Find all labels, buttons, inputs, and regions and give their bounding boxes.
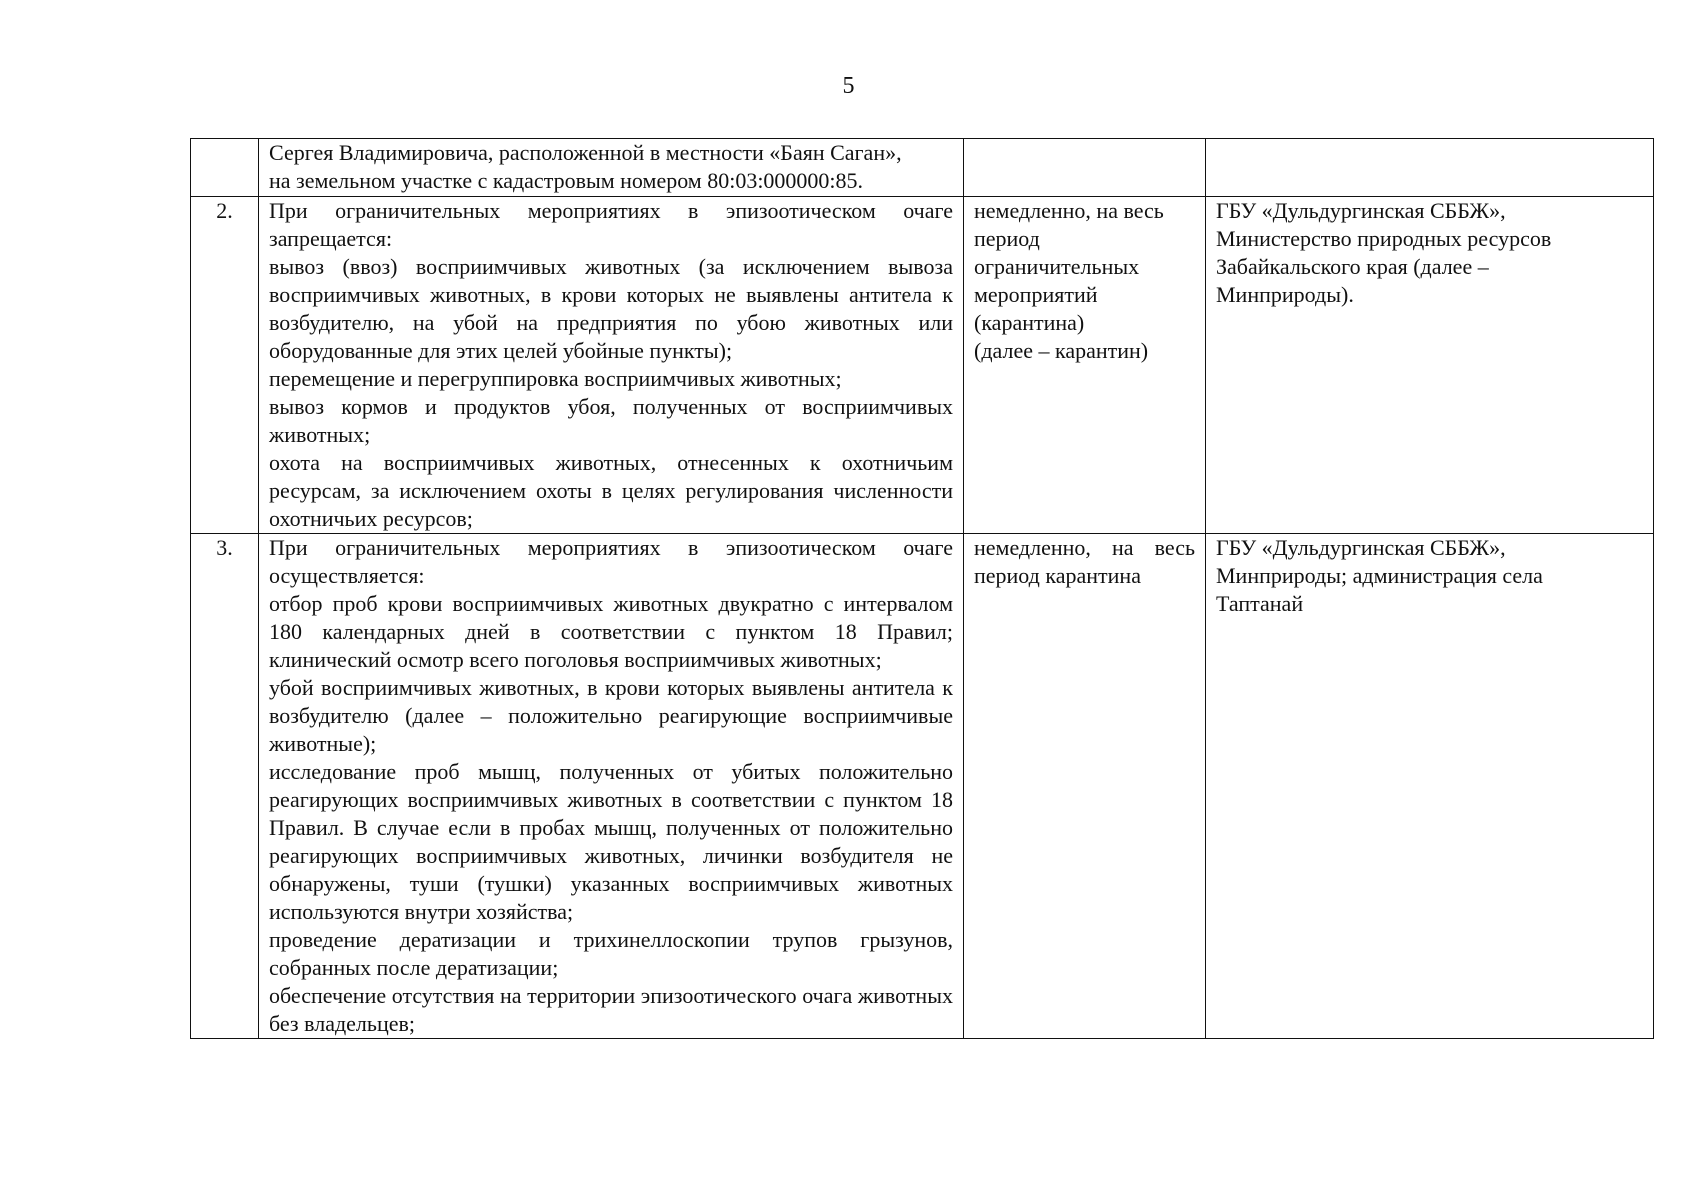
term-line: ограничительных: [974, 254, 1140, 279]
action-line: охота на восприимчивых животных, отнесенных к охотничьим ресурсам, за исключением охоты в целях регулирования численности охотничьих ресурсов;: [269, 450, 953, 531]
table-row: [191, 534, 1654, 1039]
action-cell: [259, 534, 964, 1039]
action-line: отбор проб крови восприимчивых животных двукратно с интервалом 180 календарных дней в соответствии с пунктом 18 Правил; клинический осмотр всего поголовья восприимчивых животных;: [269, 591, 953, 672]
action-line: на земельном участке с кадастровым номером 80:03:000000:85.: [269, 168, 864, 193]
term-cell: [964, 197, 1206, 534]
responsible-cell: [1206, 534, 1654, 1039]
action-line: При ограничительных мероприятиях в эпизоотическом очаге осуществляется:: [269, 535, 953, 588]
table-row: [191, 139, 1654, 197]
table-row: [191, 197, 1654, 534]
responsible-line: ГБУ «Дульдургинская СББЖ»,: [1216, 198, 1506, 223]
responsible-line: ГБУ «Дульдургинская СББЖ»,: [1216, 535, 1506, 560]
action-cell: [259, 139, 964, 197]
term-line: (карантина): [974, 310, 1085, 335]
term-line: (далее – карантин): [974, 338, 1149, 363]
action-line: исследование проб мышц, полученных от убитых положительно реагирующих восприимчивых животных в соответствии с пунктом 18 Правил. В случае если в пробах мышц, полученных от положительно реагирующих восприимчивых животных, личинки возбудителя не обнаружены, туши (тушки) указанных восприимчивых животных используются внутри хозяйства;: [269, 759, 953, 924]
term-cell: [964, 534, 1206, 1039]
action-line: проведение дератизации и трихинеллоскопии трупов грызунов, собранных после дератизации;: [269, 927, 953, 980]
term-cell: [964, 139, 1206, 197]
responsible-line: Забайкальского края (далее –: [1216, 254, 1489, 279]
responsible-cell: [1206, 139, 1654, 197]
responsible-cell: [1206, 197, 1654, 534]
action-cell: [259, 197, 964, 534]
measures-table: [190, 138, 1654, 1039]
page-number: 5: [842, 73, 855, 99]
term-line: немедленно, на весь: [974, 198, 1164, 223]
term-line: немедленно, на весь период карантина: [974, 535, 1195, 588]
action-line: Сергея Владимировича, расположенной в местности «Баян Саган»,: [269, 140, 902, 165]
row-number: 2.: [191, 197, 259, 534]
responsible-line: Минприроды).: [1216, 282, 1354, 307]
action-line: вывоз (ввоз) восприимчивых животных (за исключением вывоза восприимчивых животных, в крови которых не выявлены антитела к возбудителю, на убой на предприятия по убою животных или оборудованные для этих целей убойные пункты);: [269, 254, 953, 363]
action-line: При ограничительных мероприятиях в эпизоотическом очаге запрещается:: [269, 198, 953, 251]
action-line: обеспечение отсутствия на территории эпизоотического очага животных без владельцев;: [269, 983, 953, 1036]
responsible-line: Минприроды; администрация села: [1216, 563, 1543, 588]
action-line: перемещение и перегруппировка восприимчивых животных;: [269, 366, 842, 391]
responsible-line: Таптанай: [1216, 591, 1304, 616]
action-line: вывоз кормов и продуктов убоя, полученных от восприимчивых животных;: [269, 394, 953, 447]
action-line: убой восприимчивых животных, в крови которых выявлены антитела к возбудителю (далее – положительно реагирующие восприимчивые животные);: [269, 675, 953, 756]
responsible-line: Министерство природных ресурсов: [1216, 226, 1552, 251]
term-line: мероприятий: [974, 282, 1098, 307]
row-number: 3.: [191, 534, 259, 1039]
term-line: период: [974, 226, 1040, 251]
row-number: [191, 139, 259, 197]
